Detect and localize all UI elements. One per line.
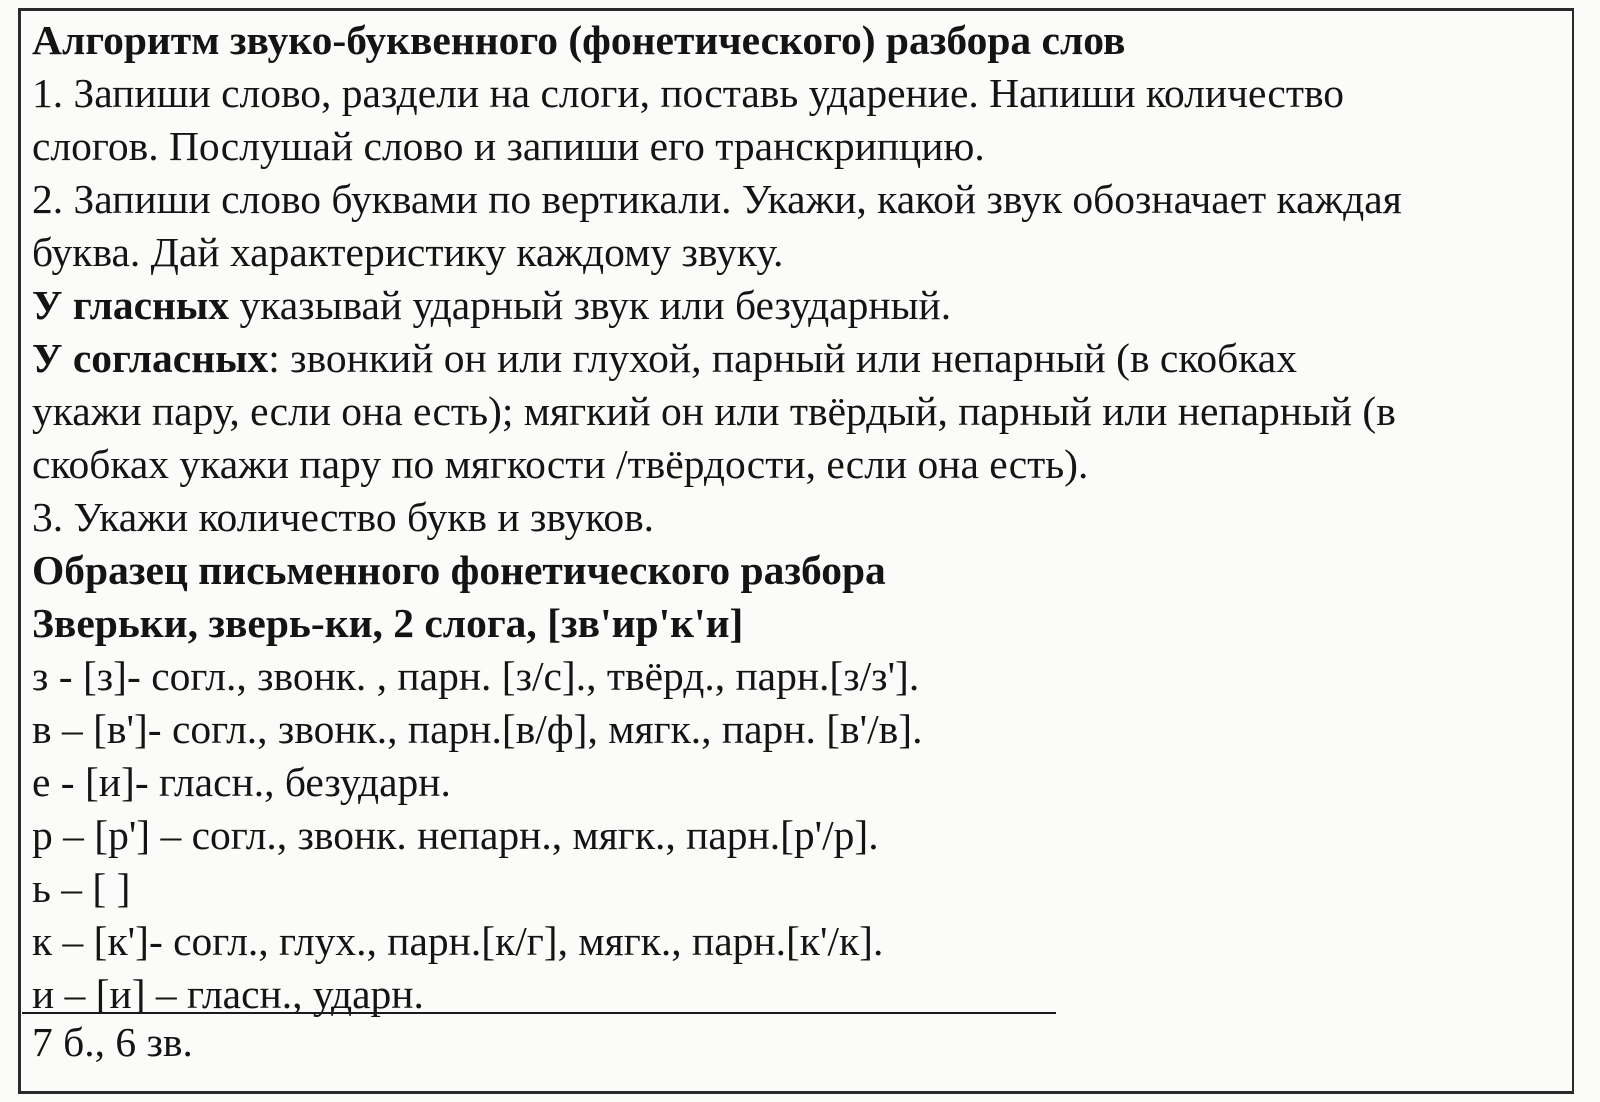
consonants-rule-line-3: скобках укажи пару по мягкости /твёрдости, если она есть). <box>32 441 1089 487</box>
step-2-line-2: буква. Дай характеристику каждому звуку. <box>32 229 784 275</box>
analysis-row: ь – [ ] <box>32 865 131 911</box>
analysis-row: е - [и]- гласн., безударн. <box>32 759 451 805</box>
step-1-line-2: слогов. Послушай слово и запиши его транскрипцию. <box>32 123 985 169</box>
vowels-label: У гласных <box>32 282 230 328</box>
total-divider <box>22 1012 1056 1014</box>
consonants-label: У согласных <box>32 335 269 381</box>
sample-title: Образец письменного фонетического разбора <box>32 547 886 593</box>
consonants-rule-line-2: укажи пару, если она есть); мягкий он или твёрдый, парный или непарный (в <box>32 388 1396 434</box>
analysis-row: к – [к']- согл., глух., парн.[к/г], мягк., парн.[к'/к]. <box>32 918 884 964</box>
analysis-row: р – [р'] – согл., звонк. непарн., мягк., парн.[р'/р]. <box>32 812 879 858</box>
document-title: Алгоритм звуко-буквенного (фонетического) разбора слов <box>32 17 1126 63</box>
consonants-text: : звонкий он или глухой, парный или непарный (в скобках <box>268 335 1297 381</box>
step-1-line-1: 1. Запиши слово, раздели на слоги, поставь ударение. Напиши количество <box>32 70 1345 116</box>
analysis-row: в – [в']- согл., звонк., парн.[в/ф], мягк., парн. [в'/в]. <box>32 706 923 752</box>
analysis-row: з - [з]- согл., звонк. , парн. [з/с]., твёрд., парн.[з/з']. <box>32 653 920 699</box>
step-3: 3. Укажи количество букв и звуков. <box>32 494 655 540</box>
sample-word: Зверьки, зверь-ки, 2 слога, [зв'ир'к'и] <box>32 600 744 646</box>
document-body <box>32 14 1572 1021</box>
vowels-rule <box>32 279 1572 332</box>
consonants-rule <box>32 332 1572 385</box>
step-2-line-1: 2. Запиши слово буквами по вертикали. Укажи, какой звук обозначает каждая <box>32 176 1402 222</box>
analysis-row: и – [и] – гласн., ударн. <box>32 971 424 1017</box>
letters-sounds-total: 7 б., 6 зв. <box>32 1019 193 1065</box>
vowels-text: указывай ударный звук или безударный. <box>229 282 952 328</box>
